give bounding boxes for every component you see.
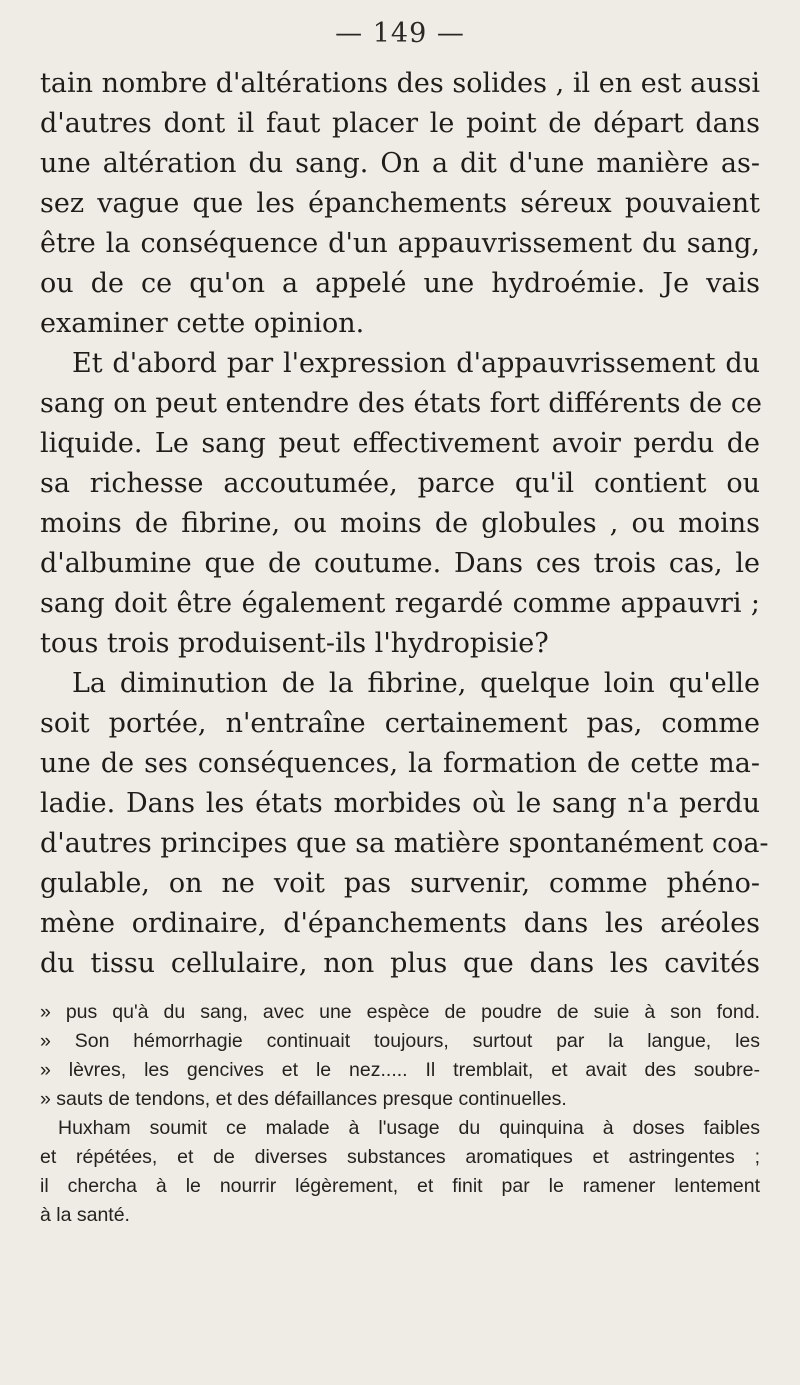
footnote-line: » pus qu'à du sang, avec une espèce de poudre de suie à son fond. xyxy=(40,1001,760,1023)
footnote-line: il chercha à le nourrir légèrement, et finit par le ramener lentement xyxy=(40,1175,760,1197)
body-line: d'autres principes que sa matière spontanément coa- xyxy=(40,828,769,859)
body-line: moins de fibrine, ou moins de globules , ou moins xyxy=(40,508,760,539)
body-line: une de ses conséquences, la formation de cette ma- xyxy=(40,748,760,779)
page-number: — 149 — xyxy=(335,18,465,49)
body-line: du tissu cellulaire, non plus que dans les cavités xyxy=(40,948,760,979)
body-line: sang doit être également regardé comme appauvri ; xyxy=(40,588,760,619)
footnote-line: » lèvres, les gencives et le nez..... Il tremblait, et avait des soubre- xyxy=(40,1059,760,1081)
body-line: mène ordinaire, d'épanchements dans les aréoles xyxy=(40,908,760,939)
body-line: examiner cette opinion. xyxy=(40,308,365,339)
body-line: liquide. Le sang peut effectivement avoir perdu de xyxy=(40,428,760,459)
body-line: soit portée, n'entraîne certainement pas, comme xyxy=(40,708,760,739)
footnote-line: » sauts de tendons, et des défaillances presque continuelles. xyxy=(40,1088,567,1110)
body-line: d'autres dont il faut placer le point de départ dans xyxy=(40,108,760,139)
body-line: être la conséquence d'un appauvrissement du sang, xyxy=(40,228,760,259)
body-line: ou de ce qu'on a appelé une hydroémie. Je vais xyxy=(40,268,760,299)
body-line: Et d'abord par l'expression d'appauvrissement du xyxy=(72,348,760,379)
footnote-line: Huxham soumit ce malade à l'usage du quinquina à doses faibles xyxy=(58,1117,760,1139)
footnote-line: » Son hémorrhagie continuait toujours, surtout par la langue, les xyxy=(40,1030,760,1052)
body-line: tain nombre d'altérations des solides , il en est aussi xyxy=(40,68,760,99)
body-line: d'albumine que de coutume. Dans ces trois cas, le xyxy=(40,548,760,579)
body-line: une altération du sang. On a dit d'une manière as- xyxy=(40,148,760,179)
body-line: sa richesse accoutumée, parce qu'il contient ou xyxy=(40,468,760,499)
body-line: gulable, on ne voit pas survenir, comme phéno- xyxy=(40,868,760,899)
body-line: sang on peut entendre des états fort différents de ce xyxy=(40,388,762,419)
body-line: sez vague que les épanchements séreux pouvaient xyxy=(40,188,760,219)
footnote-line: et répétées, et de diverses substances aromatiques et astringentes ; xyxy=(40,1146,760,1168)
footnote-line: à la santé. xyxy=(40,1204,130,1226)
body-line: ladie. Dans les états morbides où le sang n'a perdu xyxy=(40,788,760,819)
body-line: tous trois produisent-ils l'hydropisie? xyxy=(40,628,549,659)
body-line: La diminution de la fibrine, quelque loin qu'elle xyxy=(72,668,760,699)
